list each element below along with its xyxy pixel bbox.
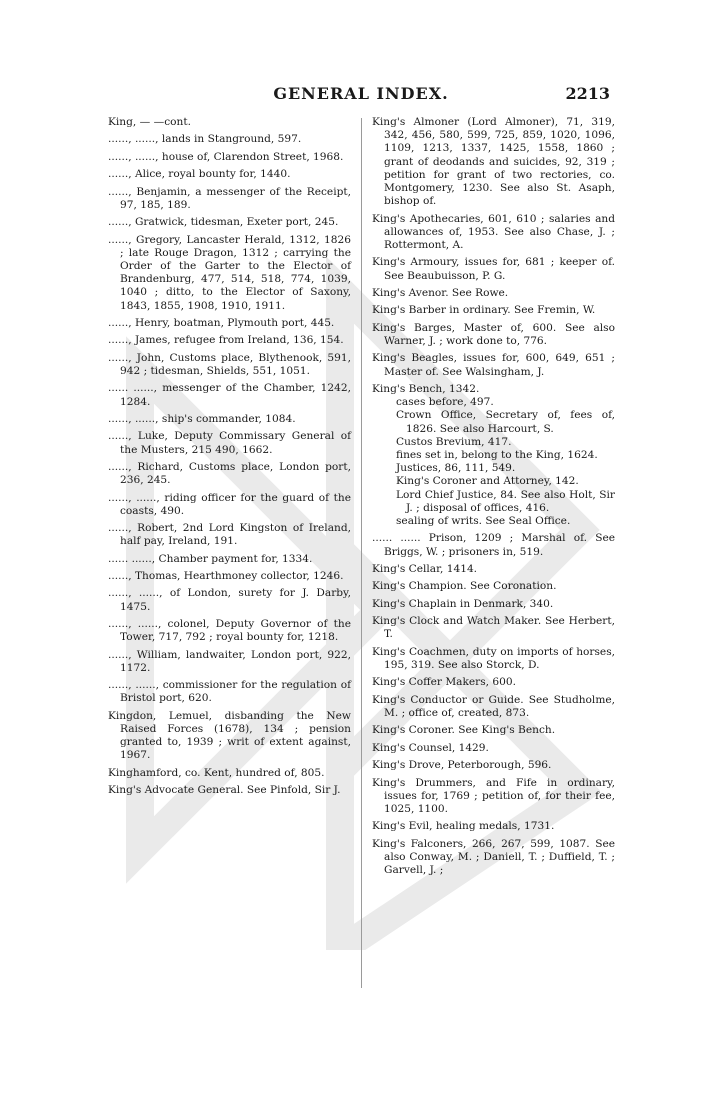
- index-entry: King's Clock and Watch Maker. See Herbert, T.: [372, 615, 615, 641]
- index-entry: ......, ......, ship's commander, 1084.: [108, 412, 296, 425]
- index-subentry: cases before, 497.: [396, 396, 494, 409]
- page-title: GENERAL INDEX.: [273, 84, 449, 103]
- index-entry: ......, Luke, Deputy Commissary General of the Musters, 215 490, 1662.: [108, 430, 351, 456]
- index-entry: King's Falconers, 266, 267, 599, 1087. See also Conway, M. ; Daniell, T. ; Duffield, T. ; Garvell, J. ;: [372, 837, 615, 877]
- index-entry: ......, ......, of London, surety for J. Darby, 1475.: [108, 587, 351, 613]
- index-entry: King's Apothecaries, 601, 610 ; salaries and allowances of, 1953. See also Chase, J. ; Rottermont, A.: [372, 212, 615, 252]
- index-subentry: fines set in, belong to the King, 1624.: [396, 448, 598, 461]
- index-entry: ......, William, landwaiter, London port, 922, 1172.: [108, 648, 351, 674]
- index-entry: ......, ......, lands in Stanground, 597.: [108, 133, 302, 146]
- index-entry: ......, Thomas, Hearthmoney collector, 1246.: [108, 570, 344, 583]
- index-entry: ......, James, refugee from Ireland, 136, 154.: [108, 334, 344, 347]
- right-column: [372, 116, 615, 881]
- index-entry: King's Barber in ordinary. See Fremin, W.: [372, 304, 596, 317]
- index-entry: King's Counsel, 1429.: [372, 741, 489, 754]
- index-entry: Kingdon, Lemuel, disbanding the New Raised Forces (1678), 134 ; pension granted to, 1939 ; writ of extent against, 1967.: [108, 709, 351, 762]
- index-entry: King's Beagles, issues for, 600, 649, 651 ; Master of. See Walsingham, J.: [372, 352, 615, 378]
- index-entry: ......, Henry, boatman, Plymouth port, 445.: [108, 316, 335, 329]
- index-entry: King's Cellar, 1414.: [372, 562, 478, 575]
- index-subentry: sealing of writs. See Seal Office.: [396, 515, 571, 527]
- index-entry: Kinghamford, co. Kent, hundred of, 805.: [108, 766, 325, 779]
- index-entry: King's Coachmen, duty on imports of horses, 195, 319. See also Storck, D.: [372, 645, 615, 671]
- index-entry: ...... ...... Prison, 1209 ; Marshal of. See Briggs, W. ; prisoners in, 519.: [372, 532, 615, 558]
- index-entry: King's Advocate General. See Pinfold, Sir J.: [108, 784, 341, 797]
- index-entry: King's Almoner (Lord Almoner), 71, 319, 342, 456, 580, 599, 725, 859, 1020, 1096, 1109, 1213, 1337, 1425, 1558, 1860 ; grant of deodands and suicides, 92, 319 ; petition for grant of two rectories, co. Montgomery, 1230. See also St. Asaph, bishop of.: [372, 116, 615, 208]
- index-entry: King's Coffer Makers, 600.: [372, 676, 517, 689]
- index-entry: ......, ......, colonel, Deputy Governor of the Tower, 717, 792 ; royal bounty for, 1218.: [108, 618, 351, 644]
- index-entry: King's Coroner. See King's Bench.: [372, 724, 556, 737]
- index-entry: King's Barges, Master of, 600. See also Warner, J. ; work done to, 776.: [372, 321, 615, 347]
- index-entry-kings-bench: King's Bench, 1342.: [372, 382, 480, 395]
- page-header: [0, 84, 722, 108]
- index-entry: ......, Gratwick, tidesman, Exeter port, 245.: [108, 216, 339, 229]
- index-subentry: Custos Brevium, 417.: [396, 435, 512, 448]
- index-entry: King, — —cont.: [108, 116, 191, 128]
- index-entry: ......, Gregory, Lancaster Herald, 1312, 1826 ; late Rouge Dragon, 1312 ; carrying the Order of the Garter to the Elector of Brandenburg, 477, 514, 518, 774, 1039, 1040 ; ditto, to the Elector of Saxony, 1843, 1855, 1908, 1910, 1911.: [108, 233, 351, 312]
- index-entry: ......, Alice, royal bounty for, 1440.: [108, 168, 291, 181]
- index-entry: ......, ......, riding officer for the guard of the coasts, 490.: [108, 491, 351, 517]
- index-entry: ......, Robert, 2nd Lord Kingston of Ireland, half pay, Ireland, 191.: [108, 522, 351, 548]
- index-entry: ......, John, Customs place, Blythenook, 591, 942 ; tidesman, Shields, 551, 1051.: [108, 351, 351, 377]
- index-entry: King's Armoury, issues for, 681 ; keeper of. See Beaubuisson, P. G.: [372, 256, 615, 282]
- index-subentry: Crown Office, Secretary of, fees of, 1826. See also Harcourt, S.: [396, 409, 615, 435]
- index-entry: King's Evil, healing medals, 1731.: [372, 820, 555, 833]
- index-entry: King's Avenor. See Rowe.: [372, 287, 509, 299]
- index-entry: King's Drummers, and Fife in ordinary, issues for, 1769 ; petition of, for their fee, 1025, 1100.: [372, 776, 615, 815]
- index-entry: King's Chaplain in Denmark, 340.: [372, 597, 554, 610]
- left-column: [108, 116, 351, 802]
- column-divider: [361, 118, 362, 988]
- index-entry: ......, ......, commissioner for the regulation of Bristol port, 620.: [108, 679, 351, 705]
- index-entry: ......, Benjamin, a messenger of the Receipt, 97, 185, 189.: [108, 185, 351, 211]
- index-entry: ...... ......, Chamber payment for, 1334.: [108, 552, 313, 565]
- index-entry: King's Drove, Peterborough, 596.: [372, 759, 552, 772]
- index-subentry: Justices, 86, 111, 549.: [396, 462, 516, 475]
- index-entry: King's Conductor or Guide. See Studholme, M. ; office of, created, 873.: [372, 693, 615, 719]
- index-entry: ......, Richard, Customs place, London port, 236, 245.: [108, 460, 351, 487]
- index-entry: ......, ......, house of, Clarendon Street, 1968.: [108, 150, 344, 163]
- page-number: 2213: [565, 84, 610, 103]
- index-subentry: Lord Chief Justice, 84. See also Holt, Sir J. ; disposal of offices, 416.: [396, 488, 615, 514]
- index-subentry: King's Coroner and Attorney, 142.: [396, 475, 579, 488]
- index-entry: King's Champion. See Coronation.: [372, 580, 557, 593]
- index-entry: ...... ......, messenger of the Chamber, 1242, 1284.: [108, 382, 351, 408]
